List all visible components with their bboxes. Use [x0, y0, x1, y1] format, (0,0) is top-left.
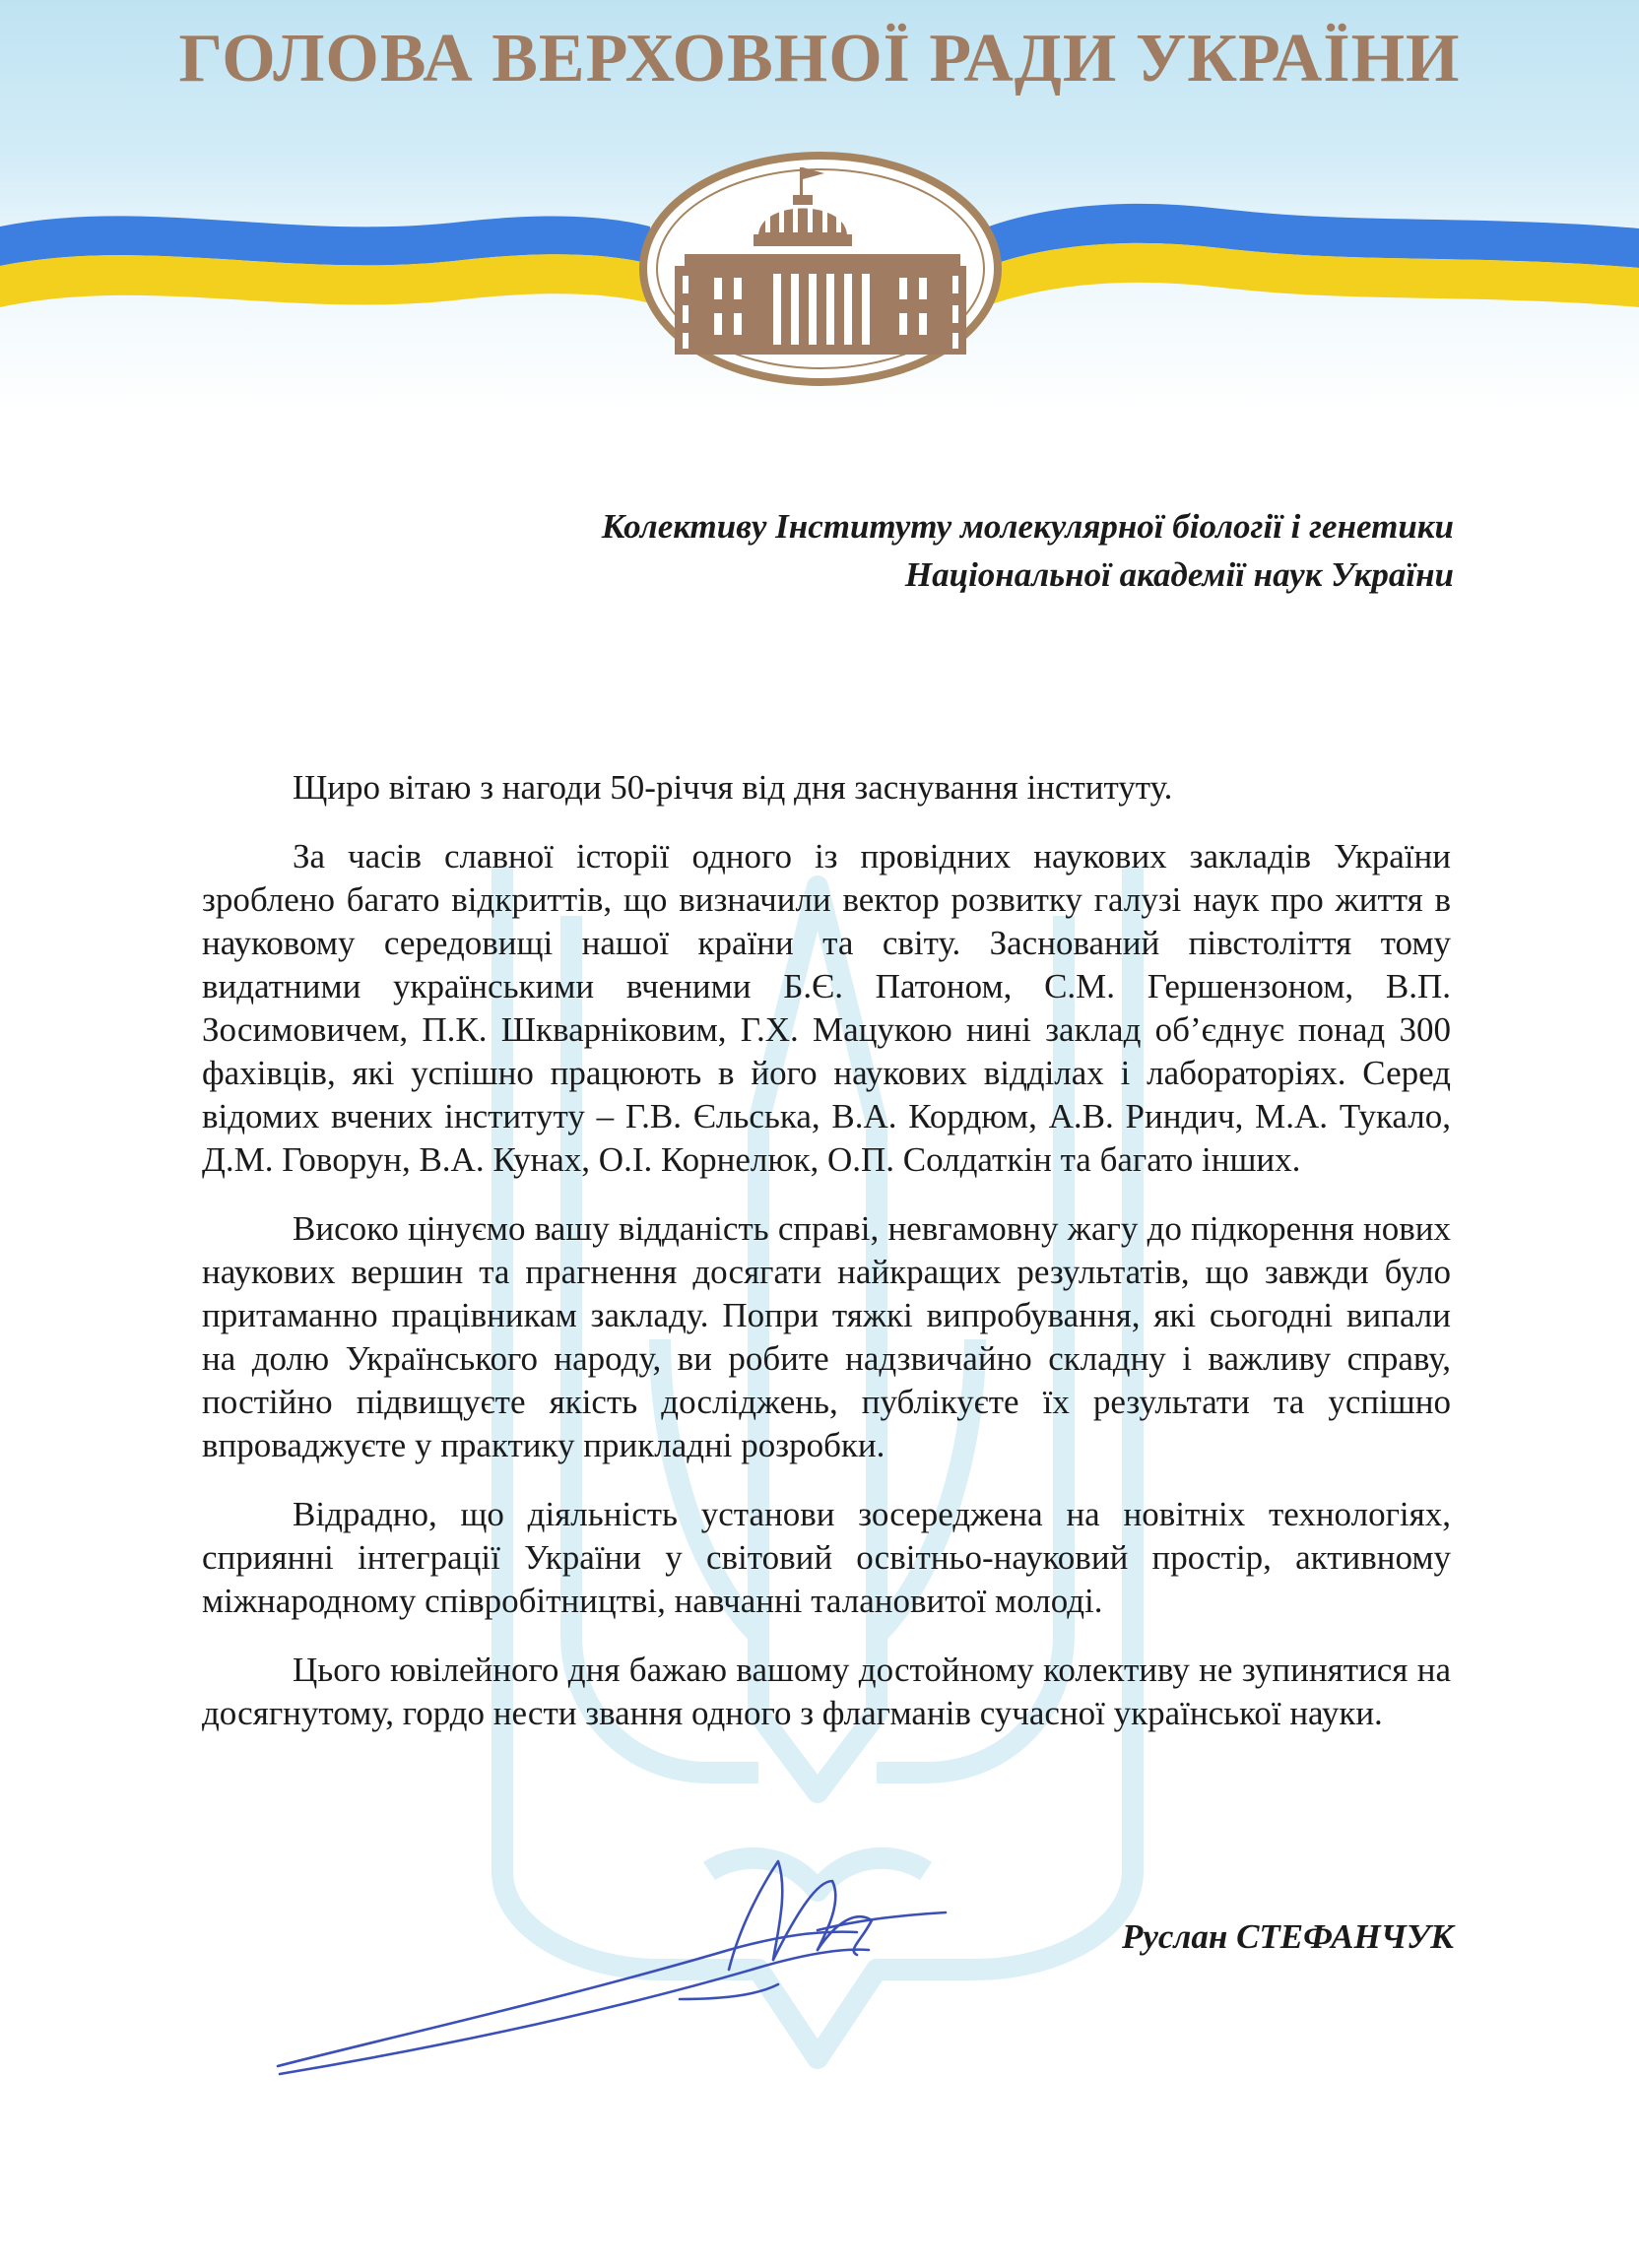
paragraph-wishes: Цього ювілейного дня бажаю вашому достойному колективу не зупинятися на досягнутому, гордо нести звання одного з флагманів сучасної української науки.: [202, 1651, 1451, 1732]
addressee-line-1: Колективу Інституту молекулярної біології і генетики: [601, 507, 1454, 546]
paragraph-activities: Відрадно, що діяльність установи зосереджена на новітніх технологіях, сприянні інтеграції України у світовий освітньо-науковий простір, активному міжнародному співробітництві, навчанні талановитої молоді.: [202, 1495, 1451, 1620]
addressee-block: [602, 502, 1454, 599]
letterhead: [0, 0, 1639, 414]
parliament-building-icon: [635, 148, 1006, 390]
handwritten-signature: [266, 1851, 955, 2088]
paragraph-greeting: Щиро вітаю з нагоди 50-річчя від дня заснування інституту.: [293, 768, 1173, 807]
letterhead-title: ГОЛОВА ВЕРХОВНОЇ РАДИ УКРАЇНИ: [178, 21, 1461, 97]
paragraph-history: За часів славної історії одного із провідних наукових закладів України зроблено багато відкриттів, що визначили вектор розвитку галузі наук про життя в науковому середовищі нашої країни та світу. Заснований півстоліття тому видатними українськими вченими Б.Є. Патоном, С.М. Гершензоном, В.П. Зосимовичем, П.К. Шкварніковим, Г.Х. Мацукою нині заклад об’єднує понад 300 фахівців, які успішно працюють в його наукових відділах і лабораторіях. Серед відомих вчених інституту – Г.В. Єльська, В.А. Кордюм, А.В. Риндич, М.А. Тукало, Д.М. Говорун, В.А. Кунах, О.І. Корнелюк, О.П. Солдаткін та багато інших.: [202, 837, 1451, 1179]
signatory-name: Руслан СТЕФАНЧУК: [1121, 1917, 1454, 1956]
addressee-line-2: Національної академії наук України: [904, 555, 1454, 594]
paragraph-appreciation: Високо цінуємо вашу відданість справі, невгамовну жагу до підкорення нових наукових вершин та прагнення досягати найкращих результатів, що завжди було притаманно працівникам закладу. Попри тяжкі випробування, які сьогодні випали на долю Українського народу, ви робите надзвичайно складну і важливу справу, постійно підвищуєте якість досліджень, публікуєте їх результати та успішно впроваджуєте у практику прикладні розробки.: [202, 1209, 1451, 1464]
letter-body: [202, 766, 1451, 1735]
